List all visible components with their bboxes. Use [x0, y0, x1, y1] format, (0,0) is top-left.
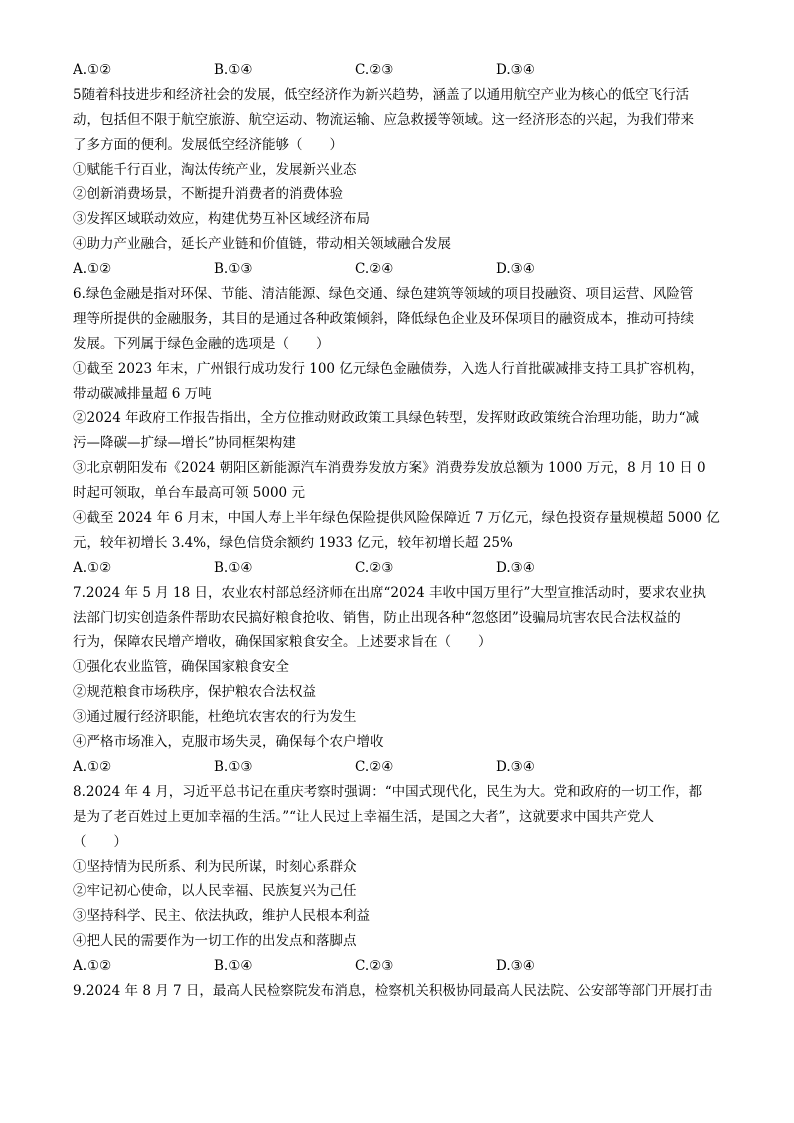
- question-stem-line: 发展。下列属于绿色金融的选项是（ ）: [73, 335, 330, 352]
- option-d: D.③④: [496, 261, 535, 278]
- option-c: C.②③: [355, 958, 394, 975]
- question-8: [73, 780, 721, 979]
- option-d: D.③④: [496, 958, 535, 975]
- option-a: A.①②: [73, 559, 112, 576]
- q4-options: [73, 58, 721, 83]
- question-stem-line: 行为，保障农民增产增收，确保国家粮食安全。上述要求旨在（ ）: [73, 634, 492, 651]
- statement-item: 污—降碳—扩绿—增长”协同框架构建: [73, 435, 296, 452]
- option-a: A.①②: [73, 958, 112, 975]
- statement-item: 元，较年初增长 3.4%，绿色信贷余额约 1933 亿元，较年初增长超 25%: [73, 534, 513, 551]
- question-5: [73, 83, 721, 282]
- statement-item: ③北京朝阳发布《2024 朝阳区新能源汽车消费券发放方案》消费券发放总额为 1000 万元，8 月 10 日 0: [73, 460, 706, 477]
- question-stem-line: 5随着科技进步和经济社会的发展，低空经济作为新兴趋势，涵盖了以通用航空产业为核心的低空飞行活: [73, 86, 690, 103]
- statement-item: ④把人民的需要作为一切工作的出发点和落脚点: [73, 933, 357, 950]
- question-stem-line: 9.2024 年 8 月 7 日，最高人民检察院发布消息，检察机关积极协同最高人民法院、公安部等部门开展打击: [73, 982, 713, 999]
- statement-item: ④截至 2024 年 6 月末，中国人寿上半年绿色保险提供风险保障近 7 万亿元，绿色投资存量规模超 5000 亿: [73, 510, 720, 527]
- option-a: A.①②: [73, 261, 112, 278]
- statement-item: 时起可领取，单台车最高可领 5000 元: [73, 485, 305, 502]
- option-b: B.①④: [214, 958, 253, 975]
- statement-item: ①强化农业监管，确保国家粮食安全: [73, 659, 289, 676]
- statement-item: ②牢记初心使命，以人民幸福、民族复兴为己任: [73, 883, 357, 900]
- statement-item: ③发挥区域联动效应，构建优势互补区域经济布局: [73, 211, 370, 228]
- statement-item: ①赋能千行百业，淘汰传统产业，发展新兴业态: [73, 161, 357, 178]
- statement-item: ③坚持科学、民主、依法执政，维护人民根本利益: [73, 908, 370, 925]
- option-b: B.①③: [214, 261, 253, 278]
- option-d: D.③④: [496, 559, 535, 576]
- option-a: A.①②: [73, 758, 112, 775]
- question-stem-line: 理等所提供的金融服务，其目的是通过各种政策倾斜，降低绿色企业及环保项目的融资成本，推动可持续: [73, 310, 694, 327]
- question-6: [73, 282, 721, 581]
- statement-item: ③通过履行经济职能，杜绝坑农害农的行为发生: [73, 709, 357, 726]
- statement-item: ①截至 2023 年末，广州银行成功发行 100 亿元绿色金融债券，入选人行首批碳减排支持工具扩容机构，: [73, 360, 704, 377]
- option-b: B.①④: [214, 559, 253, 576]
- option-d: D.③④: [496, 758, 535, 775]
- answer-options: [73, 954, 721, 979]
- answer-options: [73, 556, 721, 581]
- question-stem-line: 8.2024 年 4 月，习近平总书记在重庆考察时强调：“中国式现代化，民生为大。党和政府的一切工作，都: [73, 783, 703, 800]
- question-stem-line: 7.2024 年 5 月 18 日，农业农村部总经济师在出席“2024 丰收中国万里行”大型宣推活动时，要求农业执: [73, 584, 706, 601]
- option-b: B.①④: [214, 62, 253, 78]
- statement-item: ②规范粮食市场秩序，保护粮农合法权益: [73, 684, 316, 701]
- question-stem-line: 动，包括但不限于航空旅游、航空运动、物流运输、应急救援等领域。这一经济形态的兴起，为我们带来: [73, 111, 694, 128]
- statement-item: 带动碳减排量超 6 万吨: [73, 385, 212, 402]
- question-9: [73, 979, 721, 1004]
- exam-page: [73, 58, 721, 1004]
- option-c: C.②③: [355, 62, 394, 78]
- answer-options: [73, 257, 721, 282]
- option-c: C.②④: [355, 261, 394, 278]
- question-stem-line: 法部门切实创造条件帮助农民搞好粮食抢收、销售，防止出现各种“忽悠团”设骗局坑害农民合法权益的: [73, 609, 681, 626]
- option-a: A.①②: [73, 62, 112, 78]
- statement-item: ④严格市场准入，克服市场失灵，确保每个农户增收: [73, 734, 384, 751]
- question-stem-line: （ ）: [73, 833, 127, 850]
- statement-item: ②创新消费场景，不断提升消费者的消费体验: [73, 186, 343, 203]
- question-stem-line: 是为了老百姓过上更加幸福的生活。”“让人民过上幸福生活，是国之大者”，这就要求中国共产党人: [73, 808, 654, 825]
- answer-options: [73, 755, 721, 780]
- option-c: C.②④: [355, 758, 394, 775]
- statement-item: ①坚持情为民所系、利为民所谋，时刻心系群众: [73, 858, 357, 875]
- question-stem-line: 了多方面的便利。发展低空经济能够（ ）: [73, 136, 343, 153]
- statement-item: ②2024 年政府工作报告指出，全方位推动财政政策工具绿色转型，发挥财政政策统合治理功能，助力“减: [73, 410, 700, 427]
- option-d: D.③④: [496, 62, 535, 78]
- option-b: B.①③: [214, 758, 253, 775]
- question-7: [73, 581, 721, 780]
- option-c: C.②③: [355, 559, 394, 576]
- question-stem-line: 6.绿色金融是指对环保、节能、清洁能源、绿色交通、绿色建筑等领域的项目投融资、项目运营、风险管: [73, 286, 694, 303]
- statement-item: ④助力产业融合，延长产业链和价值链，带动相关领域融合发展: [73, 236, 451, 253]
